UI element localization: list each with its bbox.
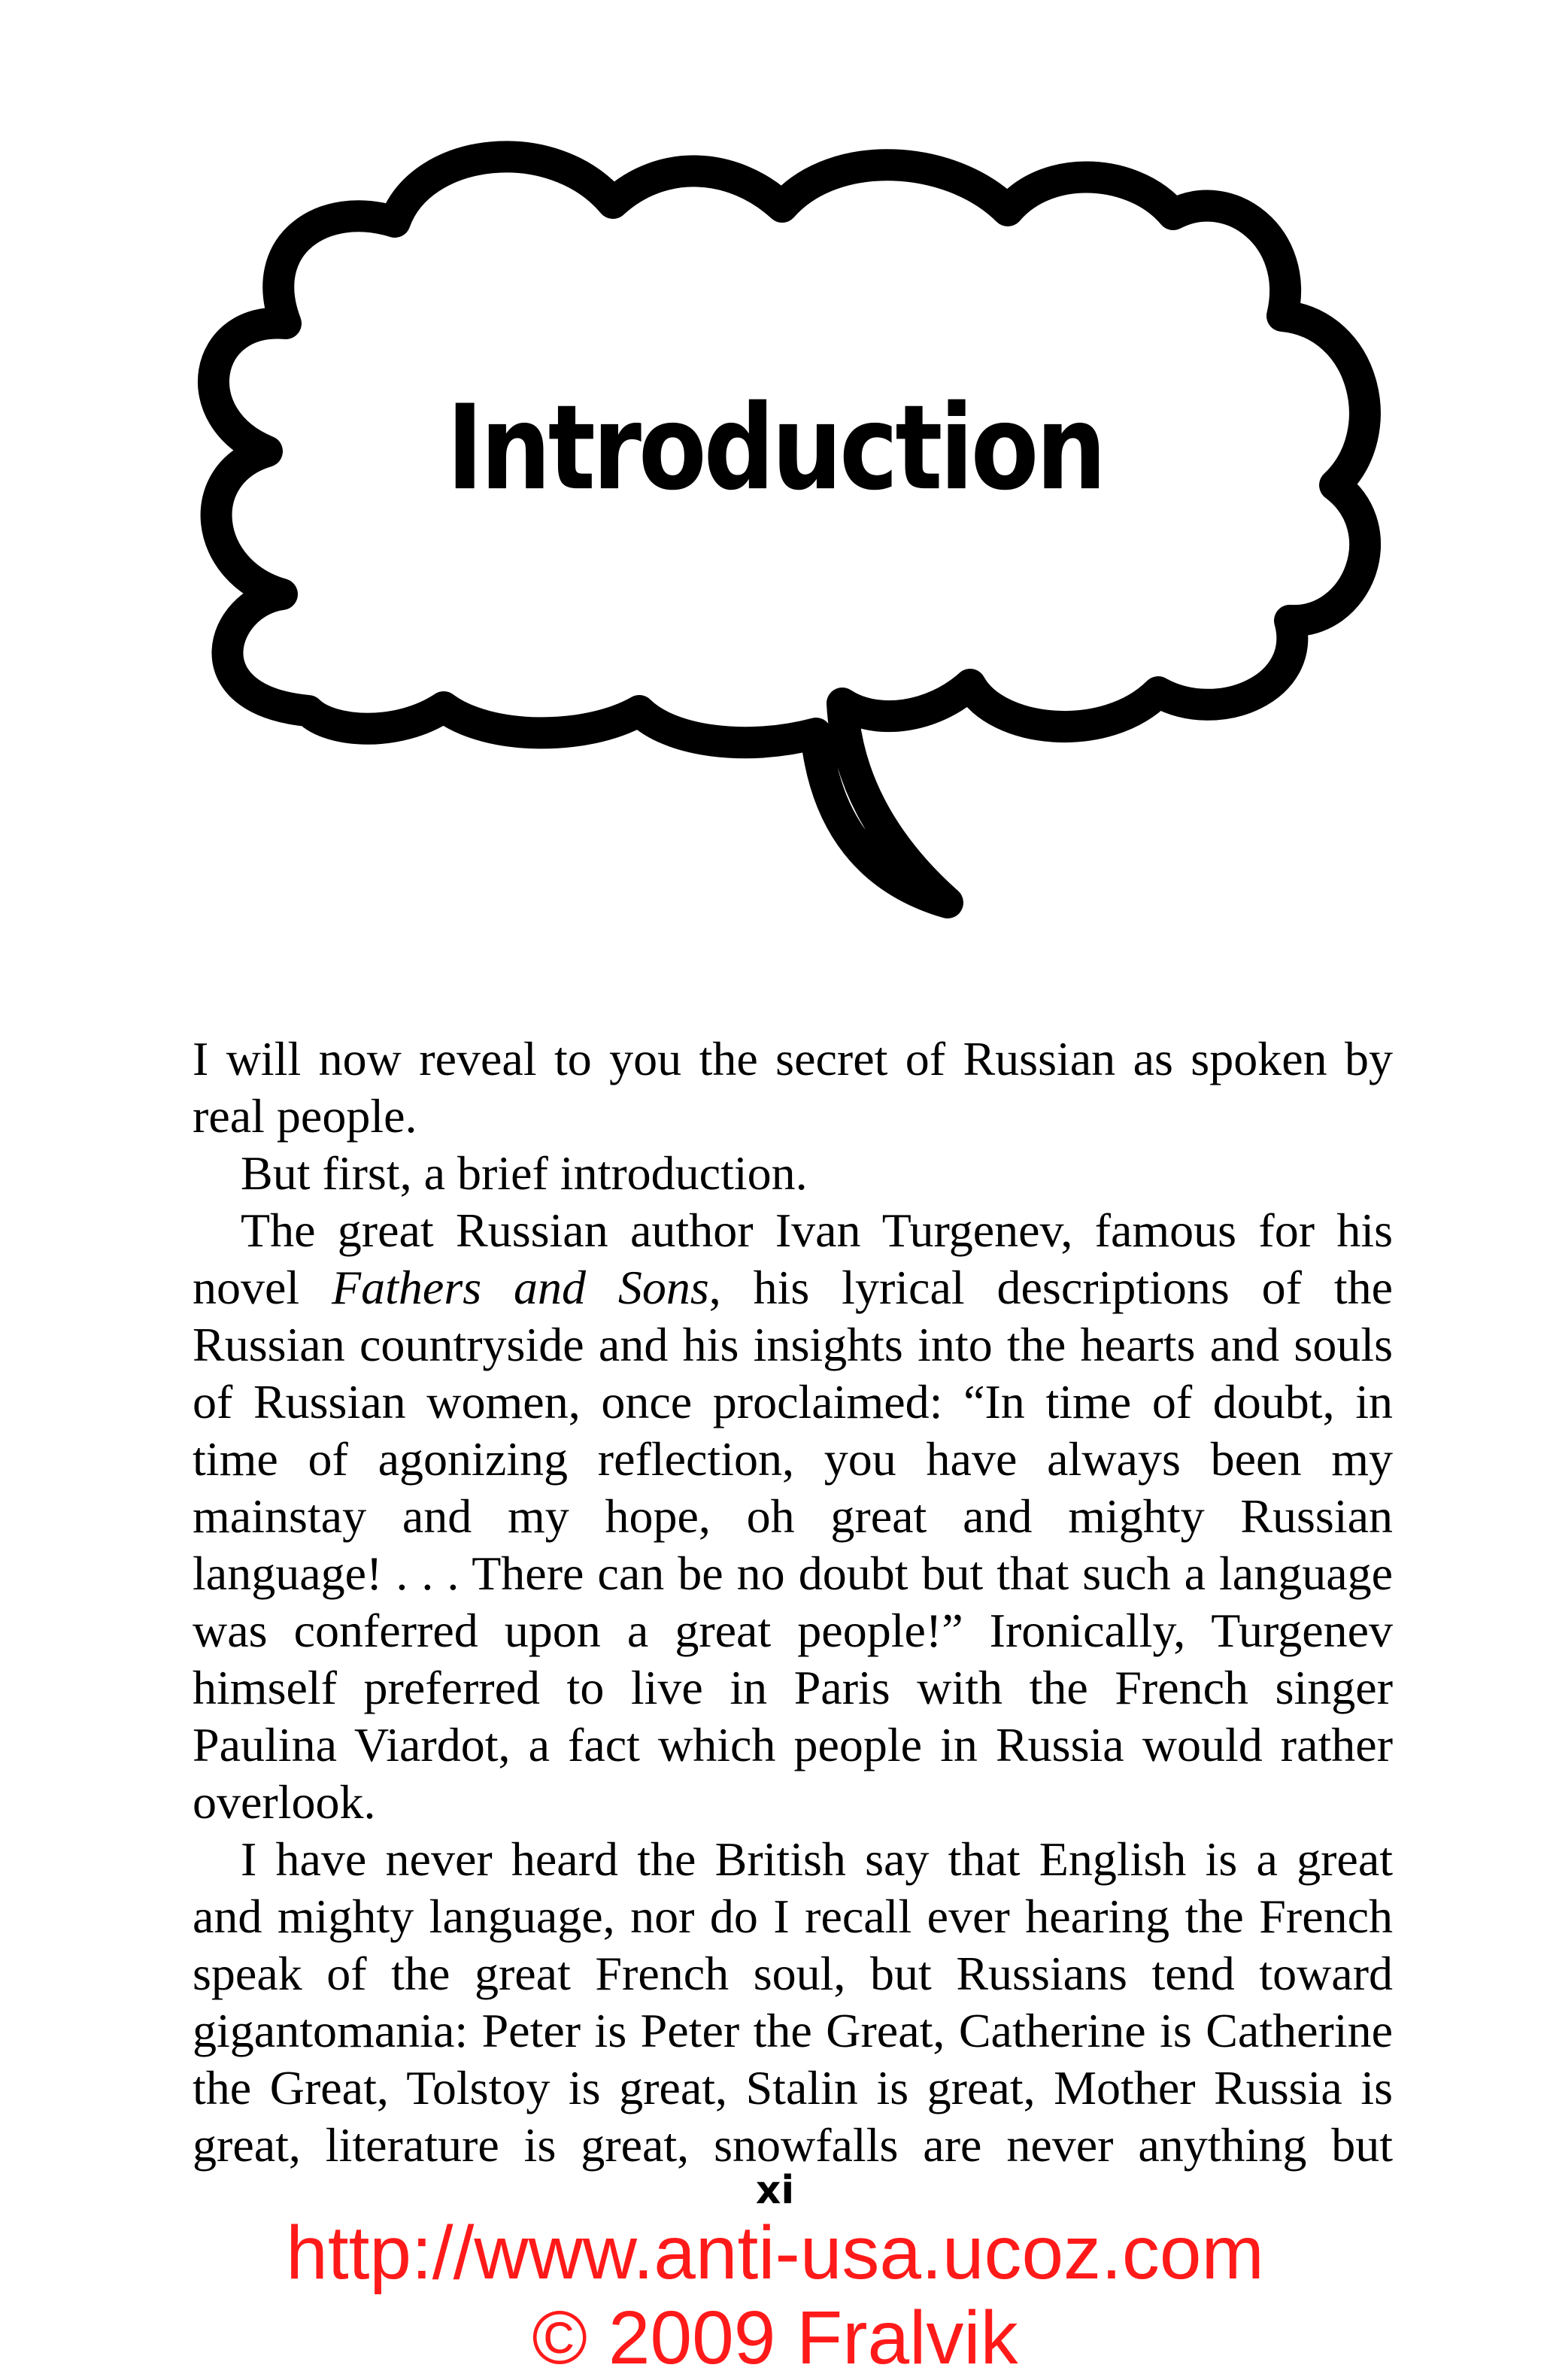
speech-bubble-outline (214, 156, 1365, 903)
chapter-title: Introduction (446, 380, 1104, 517)
paragraph-3-text-after: , his lyrical descriptions of the Russian countryside and his insights into the hearts and souls of Russian women, once proclaimed: “In time of doubt, in time of agonizing reflection, you have always been my mainstay and my hope, oh great and mighty Russian language! . . . There can be no doubt but that such a language was conferred upon a great people!” Ironically, Turgenev himself preferred to live in Paris with the French singer Paulina Viardot, a fact which people in Russia would rather overlook. (193, 1261, 1393, 1829)
paragraph-1: I will now reveal to you the secret of Russian as spoken by real people. (193, 1032, 1393, 1143)
watermark-url: http://www.anti-usa.ucoz.com (286, 2211, 1264, 2295)
page-number: xi (755, 2168, 795, 2213)
paragraph-3 (193, 1202, 1393, 1831)
paragraph-3-text-before: The great Russian author Ivan Turgenev, famous for his novel (193, 1204, 1393, 1314)
body-text (193, 1031, 1393, 2174)
watermark-copyright: © 2009 Fralvik (532, 2296, 1018, 2380)
book-title-italic: Fathers and Sons (332, 1261, 709, 1314)
paragraph-2: But first, a brief introduction. (241, 1146, 808, 1200)
paragraph-4: I have never heard the British say that English is a great and mighty language, nor do I recall ever hearing the French speak of the great French soul, but Russians tend toward gigantomania: Peter is Peter the Great, Catherine is Catherine the Great, Tolstoy is great, Stalin is great, Mother Russia is great, literature is great, snowfalls are never anything but (193, 1832, 1393, 2172)
